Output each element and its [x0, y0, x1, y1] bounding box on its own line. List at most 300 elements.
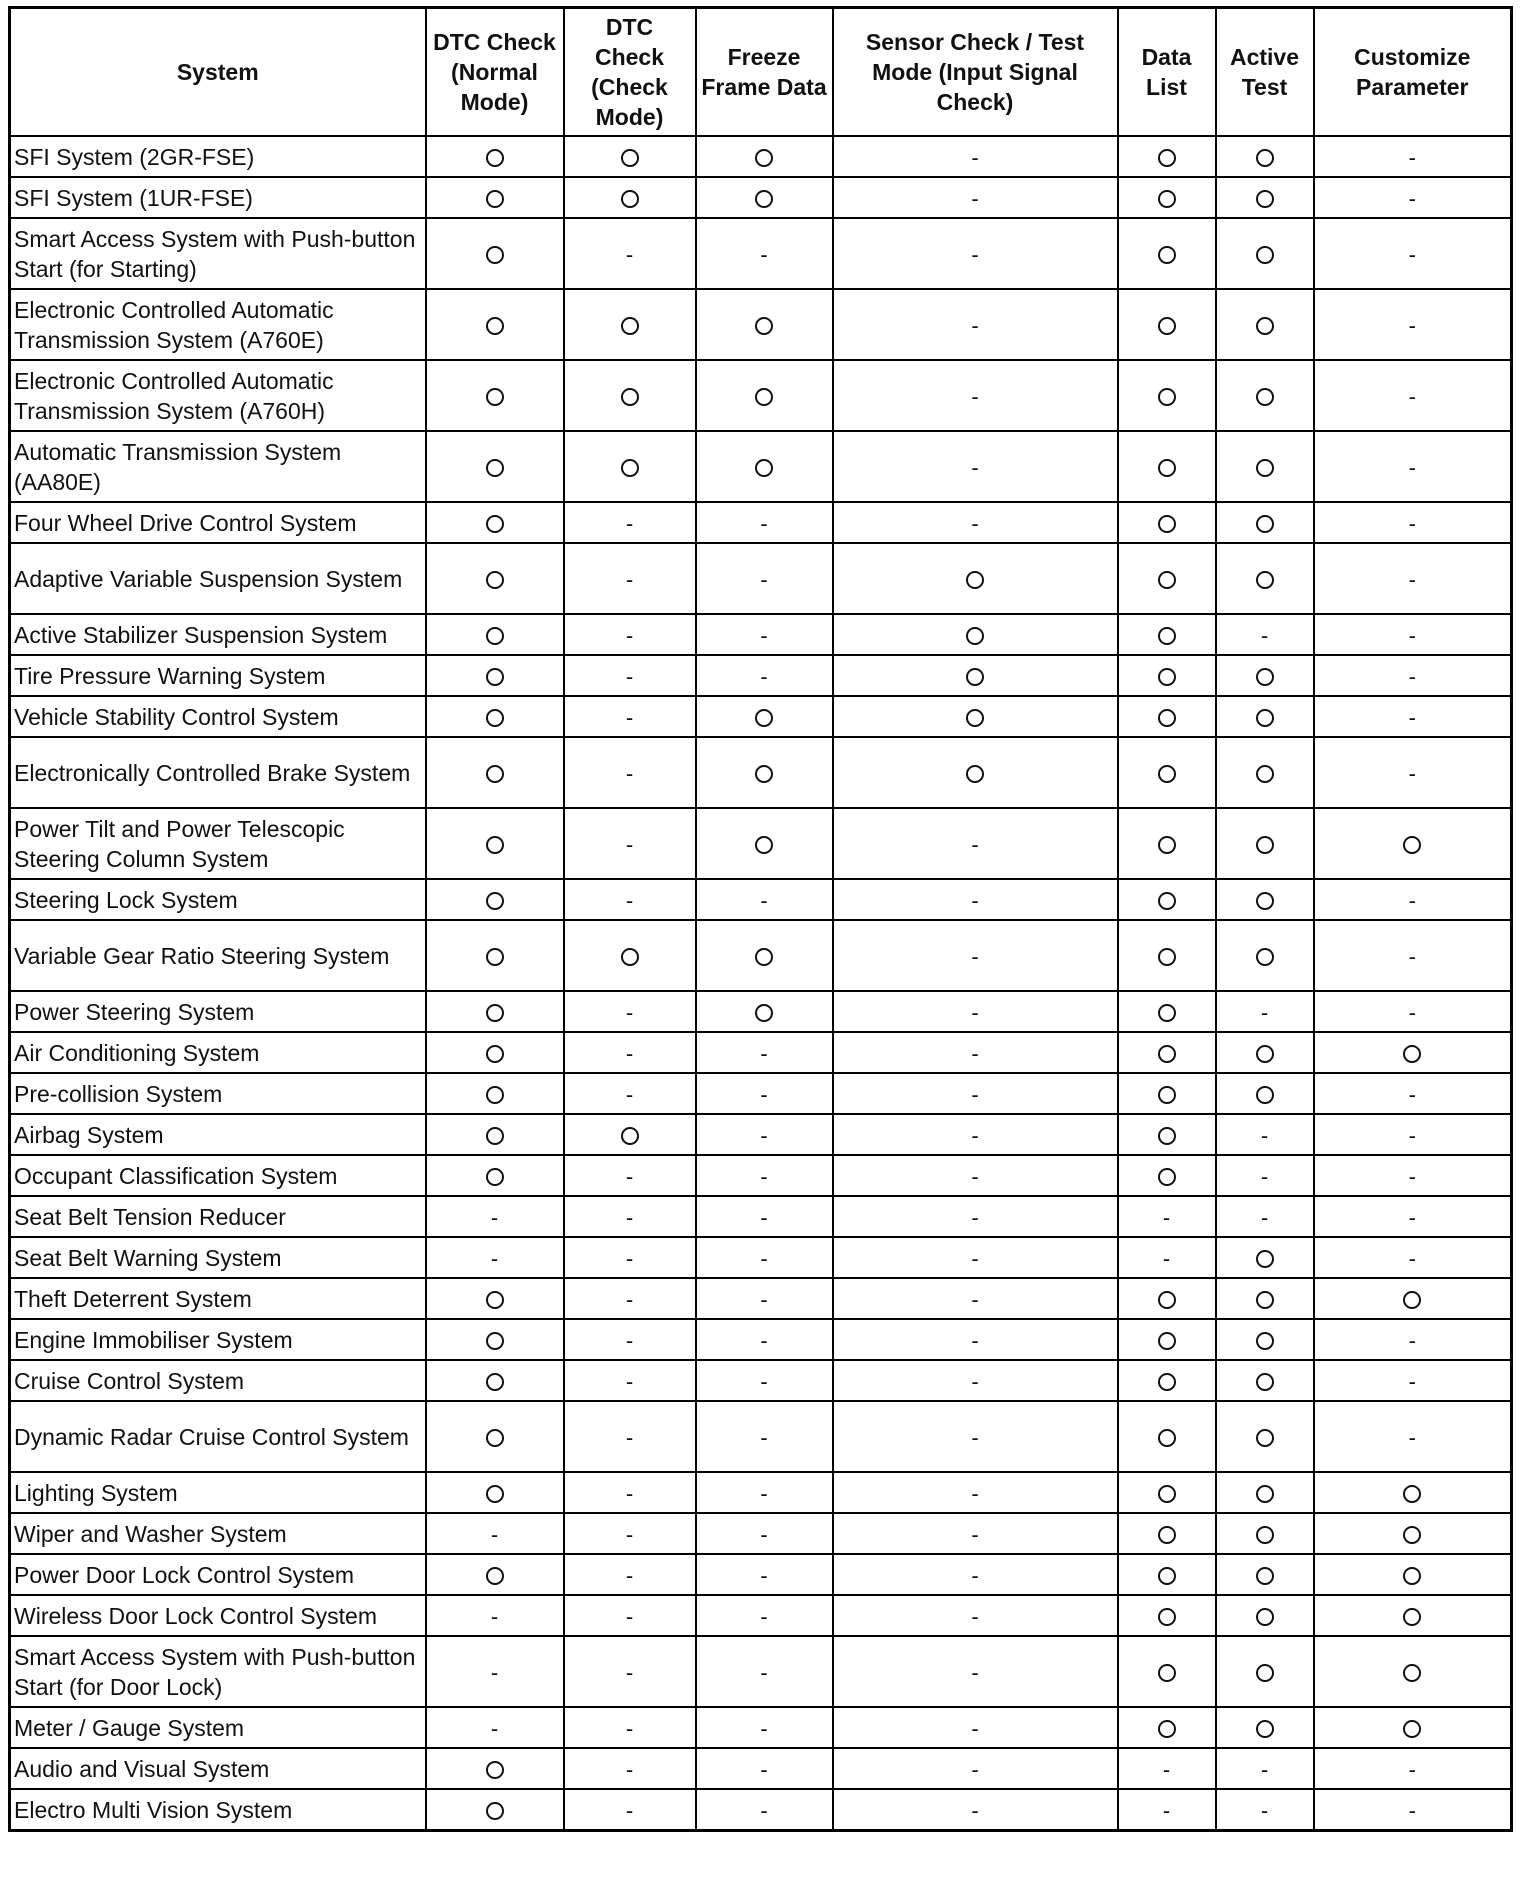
- supported-circle-icon: [486, 1429, 504, 1447]
- freeze-frame-cell: [696, 1472, 833, 1513]
- supported-circle-icon: [1256, 1045, 1274, 1063]
- not-supported-dash: -: [971, 1327, 979, 1353]
- data-list-cell: [1118, 360, 1216, 431]
- not-supported-dash: -: [625, 1797, 634, 1823]
- table-row: [10, 1789, 1512, 1831]
- customize-cell: [1314, 1032, 1512, 1073]
- supported-circle-icon: [1256, 388, 1274, 406]
- table-row: [10, 808, 1512, 879]
- freeze-frame-cell: [696, 655, 833, 696]
- not-supported-dash: -: [760, 1286, 768, 1312]
- table-row: [10, 879, 1512, 920]
- system-name-cell: Wiper and Washer System: [10, 1513, 426, 1554]
- table-row: [10, 502, 1512, 543]
- dtc-normal-cell: [426, 1155, 564, 1196]
- header-row: [10, 8, 1512, 137]
- header-sensor-check: Sensor Check / Test Mode (Input Signal Check): [833, 8, 1118, 137]
- sensor-check-cell: [833, 1513, 1118, 1554]
- supported-circle-icon: [1256, 190, 1274, 208]
- supported-circle-icon: [486, 571, 504, 589]
- not-supported-dash: -: [1408, 704, 1416, 730]
- system-name-cell: Power Steering System: [10, 991, 426, 1032]
- system-name-cell: Airbag System: [10, 1114, 426, 1155]
- dtc-normal-cell: [426, 431, 564, 502]
- supported-circle-icon: [486, 1332, 504, 1350]
- active-test-cell: [1216, 1032, 1314, 1073]
- not-supported-dash: -: [971, 943, 979, 969]
- supported-circle-icon: [755, 765, 773, 783]
- not-supported-dash: -: [1408, 1204, 1416, 1230]
- not-supported-dash: -: [760, 1081, 768, 1107]
- active-test-cell: [1216, 991, 1314, 1032]
- customize-cell: [1314, 1073, 1512, 1114]
- supported-circle-icon: [1256, 246, 1274, 264]
- supported-circle-icon: [486, 1168, 504, 1186]
- freeze-frame-cell: [696, 1707, 833, 1748]
- system-name-cell: Dynamic Radar Cruise Control System: [10, 1401, 426, 1472]
- active-test-cell: [1216, 1554, 1314, 1595]
- not-supported-dash: -: [1260, 622, 1269, 648]
- not-supported-dash: -: [760, 1756, 768, 1782]
- supported-circle-icon: [486, 627, 504, 645]
- not-supported-dash: -: [971, 1521, 979, 1547]
- supported-circle-icon: [1256, 459, 1274, 477]
- dtc-normal-cell: [426, 1278, 564, 1319]
- table-row: [10, 1401, 1512, 1472]
- active-test-cell: [1216, 218, 1314, 289]
- freeze-frame-cell: [696, 1401, 833, 1472]
- dtc-normal-cell: [426, 218, 564, 289]
- supported-circle-icon: [1158, 388, 1176, 406]
- data-list-cell: [1118, 1789, 1216, 1831]
- customize-cell: [1314, 1789, 1512, 1831]
- supported-circle-icon: [486, 1004, 504, 1022]
- dtc-normal-cell: [426, 655, 564, 696]
- data-list-cell: [1118, 1636, 1216, 1707]
- data-list-cell: [1118, 1237, 1216, 1278]
- supported-circle-icon: [1256, 1526, 1274, 1544]
- customize-cell: [1314, 177, 1512, 218]
- not-supported-dash: -: [971, 241, 979, 267]
- active-test-cell: [1216, 696, 1314, 737]
- not-supported-dash: -: [760, 1603, 768, 1629]
- table-row: [10, 431, 1512, 502]
- supported-circle-icon: [486, 149, 504, 167]
- not-supported-dash: -: [1260, 1756, 1269, 1782]
- customize-cell: [1314, 1278, 1512, 1319]
- not-supported-dash: -: [971, 144, 979, 170]
- freeze-frame-cell: [696, 177, 833, 218]
- data-list-cell: [1118, 289, 1216, 360]
- not-supported-dash: -: [625, 1204, 634, 1230]
- not-supported-dash: -: [1260, 1204, 1269, 1230]
- supported-circle-icon: [486, 892, 504, 910]
- not-supported-dash: -: [971, 1715, 979, 1741]
- supported-circle-icon: [1158, 892, 1176, 910]
- supported-circle-icon: [1158, 709, 1176, 727]
- table-row: [10, 543, 1512, 614]
- supported-circle-icon: [966, 765, 984, 783]
- dtc-normal-cell: [426, 1707, 564, 1748]
- supported-circle-icon: [1158, 1004, 1176, 1022]
- not-supported-dash: -: [971, 185, 979, 211]
- sensor-check-cell: [833, 696, 1118, 737]
- supported-circle-icon: [486, 246, 504, 264]
- dtc-normal-cell: [426, 1196, 564, 1237]
- supported-circle-icon: [1158, 1168, 1176, 1186]
- sensor-check-cell: [833, 1789, 1118, 1831]
- dtc-check-cell: [564, 1636, 696, 1707]
- dtc-normal-cell: [426, 1319, 564, 1360]
- table-row: [10, 136, 1512, 177]
- not-supported-dash: -: [971, 1040, 979, 1066]
- not-supported-dash: -: [971, 1424, 979, 1450]
- not-supported-dash: -: [1408, 1424, 1416, 1450]
- dtc-normal-cell: [426, 1636, 564, 1707]
- not-supported-dash: -: [1408, 1245, 1416, 1271]
- supported-circle-icon: [621, 149, 639, 167]
- not-supported-dash: -: [760, 1562, 768, 1588]
- supported-circle-icon: [1403, 1291, 1421, 1309]
- not-supported-dash: -: [625, 999, 634, 1025]
- supported-circle-icon: [486, 1127, 504, 1145]
- data-list-cell: [1118, 431, 1216, 502]
- not-supported-dash: -: [1408, 887, 1416, 913]
- data-list-cell: [1118, 1401, 1216, 1472]
- sensor-check-cell: [833, 1319, 1118, 1360]
- table-row: [10, 1196, 1512, 1237]
- active-test-cell: [1216, 1073, 1314, 1114]
- table-row: [10, 1472, 1512, 1513]
- not-supported-dash: -: [971, 383, 979, 409]
- not-supported-dash: -: [1408, 663, 1416, 689]
- not-supported-dash: -: [490, 1521, 499, 1547]
- not-supported-dash: -: [625, 887, 634, 913]
- data-list-cell: [1118, 1114, 1216, 1155]
- dtc-normal-cell: [426, 1114, 564, 1155]
- not-supported-dash: -: [625, 566, 634, 592]
- system-name-cell: Power Door Lock Control System: [10, 1554, 426, 1595]
- data-list-cell: [1118, 655, 1216, 696]
- not-supported-dash: -: [971, 1756, 979, 1782]
- system-name-cell: Power Tilt and Power Telescopic Steering Column System: [10, 808, 426, 879]
- customize-cell: [1314, 431, 1512, 502]
- not-supported-dash: -: [1408, 1368, 1416, 1394]
- freeze-frame-cell: [696, 737, 833, 808]
- active-test-cell: [1216, 655, 1314, 696]
- dtc-normal-cell: [426, 737, 564, 808]
- dtc-check-cell: [564, 289, 696, 360]
- supported-circle-icon: [1158, 1291, 1176, 1309]
- active-test-cell: [1216, 177, 1314, 218]
- not-supported-dash: -: [1408, 1081, 1416, 1107]
- active-test-cell: [1216, 1789, 1314, 1831]
- not-supported-dash: -: [490, 1659, 499, 1685]
- active-test-cell: [1216, 543, 1314, 614]
- supported-circle-icon: [1158, 459, 1176, 477]
- table-row: [10, 1748, 1512, 1789]
- data-list-cell: [1118, 1513, 1216, 1554]
- customize-cell: [1314, 502, 1512, 543]
- not-supported-dash: -: [971, 1480, 979, 1506]
- system-name-cell: Occupant Classification System: [10, 1155, 426, 1196]
- supported-circle-icon: [1158, 1526, 1176, 1544]
- not-supported-dash: -: [760, 622, 768, 648]
- not-supported-dash: -: [1408, 185, 1416, 211]
- not-supported-dash: -: [1260, 1163, 1269, 1189]
- supported-circle-icon: [966, 709, 984, 727]
- customize-cell: [1314, 543, 1512, 614]
- data-list-cell: [1118, 218, 1216, 289]
- data-list-cell: [1118, 1595, 1216, 1636]
- not-supported-dash: -: [625, 1245, 634, 1271]
- active-test-cell: [1216, 1278, 1314, 1319]
- supported-circle-icon: [486, 1802, 504, 1820]
- supported-circle-icon: [1403, 1664, 1421, 1682]
- data-list-cell: [1118, 1554, 1216, 1595]
- dtc-normal-cell: [426, 502, 564, 543]
- supported-circle-icon: [966, 627, 984, 645]
- active-test-cell: [1216, 1472, 1314, 1513]
- freeze-frame-cell: [696, 879, 833, 920]
- freeze-frame-cell: [696, 1595, 833, 1636]
- supported-circle-icon: [1158, 1567, 1176, 1585]
- supported-circle-icon: [1158, 1373, 1176, 1391]
- customize-cell: [1314, 920, 1512, 991]
- header-customize: Customize Parameter: [1314, 8, 1512, 137]
- active-test-cell: [1216, 1513, 1314, 1554]
- data-list-cell: [1118, 1472, 1216, 1513]
- active-test-cell: [1216, 1114, 1314, 1155]
- customize-cell: [1314, 808, 1512, 879]
- dtc-check-cell: [564, 1595, 696, 1636]
- supported-circle-icon: [486, 1485, 504, 1503]
- dtc-check-cell: [564, 808, 696, 879]
- not-supported-dash: -: [760, 1327, 768, 1353]
- dtc-check-cell: [564, 920, 696, 991]
- system-name-cell: Steering Lock System: [10, 879, 426, 920]
- not-supported-dash: -: [760, 1521, 768, 1547]
- sensor-check-cell: [833, 879, 1118, 920]
- not-supported-dash: -: [971, 1122, 979, 1148]
- active-test-cell: [1216, 136, 1314, 177]
- supported-circle-icon: [755, 459, 773, 477]
- not-supported-dash: -: [760, 241, 768, 267]
- system-name-cell: Four Wheel Drive Control System: [10, 502, 426, 543]
- customize-cell: [1314, 136, 1512, 177]
- header-dtc-check: DTC Check (Check Mode): [564, 8, 696, 137]
- freeze-frame-cell: [696, 808, 833, 879]
- customize-cell: [1314, 1114, 1512, 1155]
- dtc-normal-cell: [426, 1237, 564, 1278]
- diagnostic-function-table-container: [8, 6, 1513, 1832]
- data-list-cell: [1118, 614, 1216, 655]
- active-test-cell: [1216, 289, 1314, 360]
- data-list-cell: [1118, 1032, 1216, 1073]
- active-test-cell: [1216, 1595, 1314, 1636]
- dtc-check-cell: [564, 991, 696, 1032]
- sensor-check-cell: [833, 991, 1118, 1032]
- supported-circle-icon: [1256, 571, 1274, 589]
- system-name-cell: SFI System (1UR-FSE): [10, 177, 426, 218]
- sensor-check-cell: [833, 136, 1118, 177]
- supported-circle-icon: [1158, 668, 1176, 686]
- supported-circle-icon: [486, 388, 504, 406]
- table-row: [10, 1319, 1512, 1360]
- not-supported-dash: -: [760, 1204, 768, 1230]
- customize-cell: [1314, 696, 1512, 737]
- supported-circle-icon: [1256, 765, 1274, 783]
- sensor-check-cell: [833, 1360, 1118, 1401]
- header-system: System: [10, 8, 426, 137]
- sensor-check-cell: [833, 360, 1118, 431]
- supported-circle-icon: [486, 765, 504, 783]
- data-list-cell: [1118, 1073, 1216, 1114]
- dtc-normal-cell: [426, 136, 564, 177]
- data-list-cell: [1118, 1707, 1216, 1748]
- dtc-check-cell: [564, 1278, 696, 1319]
- not-supported-dash: -: [1162, 1797, 1171, 1823]
- supported-circle-icon: [1256, 317, 1274, 335]
- supported-circle-icon: [1158, 1045, 1176, 1063]
- not-supported-dash: -: [971, 831, 979, 857]
- supported-circle-icon: [966, 668, 984, 686]
- customize-cell: [1314, 1472, 1512, 1513]
- sensor-check-cell: [833, 920, 1118, 991]
- customize-cell: [1314, 289, 1512, 360]
- dtc-normal-cell: [426, 1748, 564, 1789]
- not-supported-dash: -: [760, 1480, 768, 1506]
- supported-circle-icon: [621, 1127, 639, 1145]
- sensor-check-cell: [833, 1237, 1118, 1278]
- supported-circle-icon: [1256, 1373, 1274, 1391]
- not-supported-dash: -: [1408, 1163, 1416, 1189]
- not-supported-dash: -: [625, 1603, 634, 1629]
- supported-circle-icon: [486, 948, 504, 966]
- data-list-cell: [1118, 879, 1216, 920]
- dtc-normal-cell: [426, 289, 564, 360]
- active-test-cell: [1216, 1707, 1314, 1748]
- freeze-frame-cell: [696, 1155, 833, 1196]
- diagnostic-function-table: [8, 6, 1513, 1832]
- active-test-cell: [1216, 808, 1314, 879]
- sensor-check-cell: [833, 1401, 1118, 1472]
- supported-circle-icon: [486, 317, 504, 335]
- supported-circle-icon: [1158, 1429, 1176, 1447]
- table-row: [10, 1707, 1512, 1748]
- not-supported-dash: -: [1260, 1122, 1269, 1148]
- not-supported-dash: -: [760, 1424, 768, 1450]
- supported-circle-icon: [486, 836, 504, 854]
- table-row: [10, 1073, 1512, 1114]
- supported-circle-icon: [486, 515, 504, 533]
- not-supported-dash: -: [760, 566, 768, 592]
- table-row: [10, 1114, 1512, 1155]
- not-supported-dash: -: [625, 704, 634, 730]
- not-supported-dash: -: [1408, 566, 1416, 592]
- table-row: [10, 991, 1512, 1032]
- system-name-cell: Seat Belt Warning System: [10, 1237, 426, 1278]
- supported-circle-icon: [1256, 1332, 1274, 1350]
- supported-circle-icon: [1256, 1429, 1274, 1447]
- supported-circle-icon: [486, 1086, 504, 1104]
- not-supported-dash: -: [1408, 383, 1416, 409]
- not-supported-dash: -: [760, 1040, 768, 1066]
- dtc-normal-cell: [426, 543, 564, 614]
- not-supported-dash: -: [625, 622, 634, 648]
- active-test-cell: [1216, 1401, 1314, 1472]
- table-row: [10, 737, 1512, 808]
- supported-circle-icon: [1256, 1291, 1274, 1309]
- active-test-cell: [1216, 360, 1314, 431]
- freeze-frame-cell: [696, 289, 833, 360]
- customize-cell: [1314, 218, 1512, 289]
- sensor-check-cell: [833, 1073, 1118, 1114]
- dtc-normal-cell: [426, 1789, 564, 1831]
- freeze-frame-cell: [696, 1554, 833, 1595]
- dtc-check-cell: [564, 1319, 696, 1360]
- not-supported-dash: -: [971, 1245, 979, 1271]
- supported-circle-icon: [1158, 190, 1176, 208]
- not-supported-dash: -: [1162, 1756, 1171, 1782]
- freeze-frame-cell: [696, 1278, 833, 1319]
- data-list-cell: [1118, 1278, 1216, 1319]
- dtc-check-cell: [564, 1155, 696, 1196]
- system-name-cell: Smart Access System with Push-button Start (for Door Lock): [10, 1636, 426, 1707]
- freeze-frame-cell: [696, 1196, 833, 1237]
- supported-circle-icon: [621, 948, 639, 966]
- dtc-normal-cell: [426, 879, 564, 920]
- freeze-frame-cell: [696, 218, 833, 289]
- supported-circle-icon: [1256, 515, 1274, 533]
- freeze-frame-cell: [696, 1032, 833, 1073]
- customize-cell: [1314, 1319, 1512, 1360]
- not-supported-dash: -: [971, 999, 979, 1025]
- not-supported-dash: -: [1408, 510, 1416, 536]
- freeze-frame-cell: [696, 360, 833, 431]
- not-supported-dash: -: [760, 1163, 768, 1189]
- dtc-normal-cell: [426, 1554, 564, 1595]
- not-supported-dash: -: [760, 1368, 768, 1394]
- not-supported-dash: -: [1408, 1327, 1416, 1353]
- sensor-check-cell: [833, 1278, 1118, 1319]
- table-row: [10, 360, 1512, 431]
- system-name-cell: Pre-collision System: [10, 1073, 426, 1114]
- customize-cell: [1314, 655, 1512, 696]
- freeze-frame-cell: [696, 1237, 833, 1278]
- not-supported-dash: -: [971, 510, 979, 536]
- supported-circle-icon: [1256, 948, 1274, 966]
- active-test-cell: [1216, 920, 1314, 991]
- not-supported-dash: -: [971, 887, 979, 913]
- not-supported-dash: -: [625, 1286, 634, 1312]
- data-list-cell: [1118, 1319, 1216, 1360]
- system-name-cell: SFI System (2GR-FSE): [10, 136, 426, 177]
- freeze-frame-cell: [696, 696, 833, 737]
- dtc-check-cell: [564, 737, 696, 808]
- not-supported-dash: -: [971, 1081, 979, 1107]
- customize-cell: [1314, 991, 1512, 1032]
- supported-circle-icon: [486, 1045, 504, 1063]
- system-name-cell: Seat Belt Tension Reducer: [10, 1196, 426, 1237]
- data-list-cell: [1118, 177, 1216, 218]
- not-supported-dash: -: [625, 241, 634, 267]
- system-name-cell: Variable Gear Ratio Steering System: [10, 920, 426, 991]
- active-test-cell: [1216, 1196, 1314, 1237]
- system-name-cell: Adaptive Variable Suspension System: [10, 543, 426, 614]
- freeze-frame-cell: [696, 1319, 833, 1360]
- supported-circle-icon: [1403, 836, 1421, 854]
